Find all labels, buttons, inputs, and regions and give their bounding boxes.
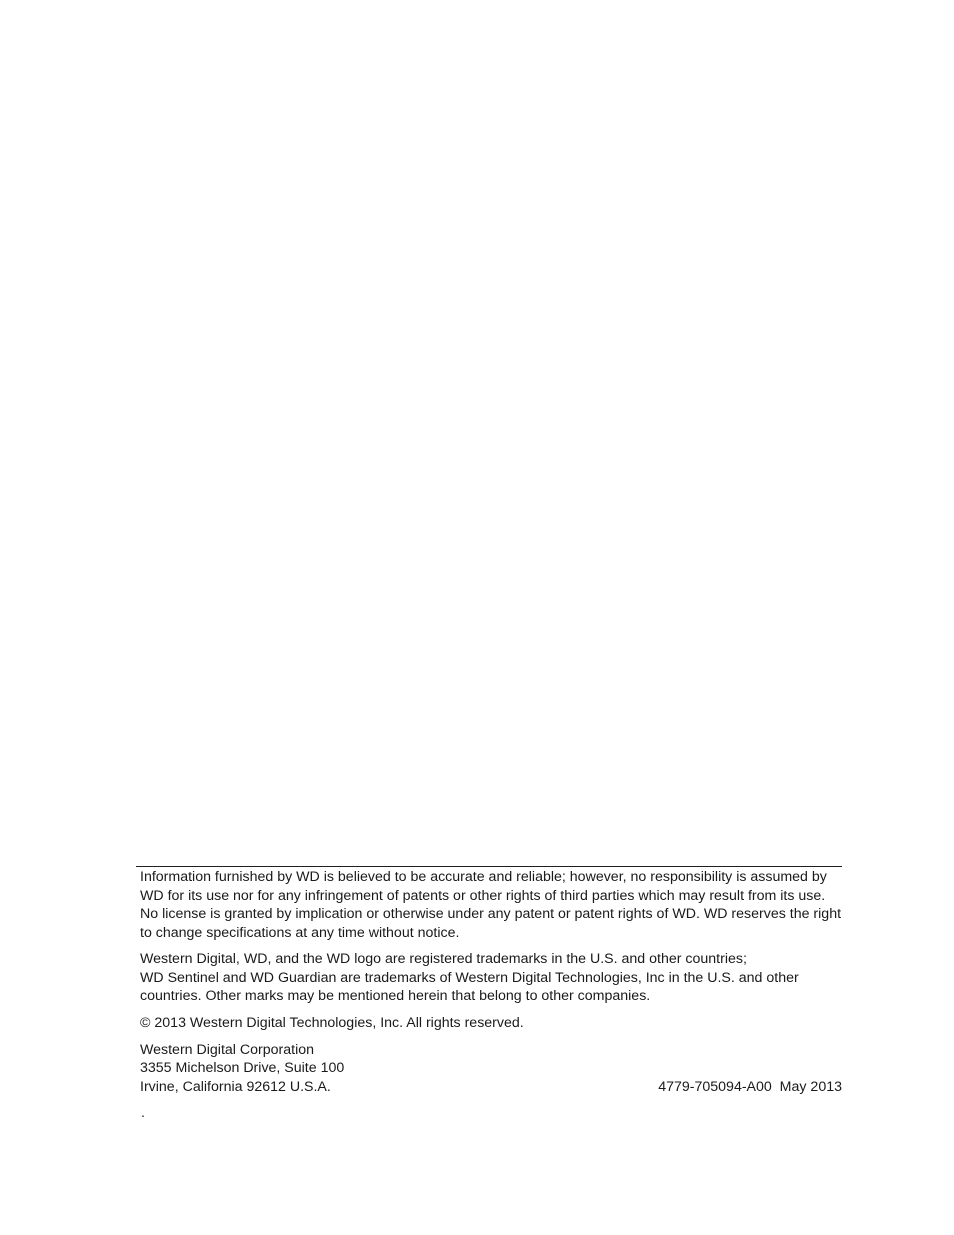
trademarks-line-2: WD Sentinel and WD Guardian are trademarks of Western Digital Technologies, Inc in the U.S. and other countries. Other marks may be mentioned herein that belong to other companies. <box>140 969 799 1005</box>
address-street: 3355 Michelson Drive, Suite 100 <box>140 1060 345 1077</box>
trademarks-paragraph <box>140 950 842 1006</box>
copyright-notice: © 2013 Western Digital Technologies, Inc. All rights reserved. <box>140 1014 524 1031</box>
disclaimer-paragraph: Information furnished by WD is believed to be accurate and reliable; however, no responsibility is assumed by WD for its use nor for any infringement of patents or other rights of third parties which may result from its use. No license is granted by implication or otherwise under any patent or patent rights of WD. WD reserves the right to change specifications at any time without notice. <box>140 869 842 942</box>
legal-notice-block <box>136 866 842 1097</box>
divider-rule <box>136 866 842 867</box>
address-city: Irvine, California 92612 U.S.A. <box>140 1079 331 1096</box>
address-company: Western Digital Corporation <box>140 1041 315 1058</box>
trademarks-line-1: Western Digital, WD, and the WD logo are registered trademarks in the U.S. and other countries; <box>140 950 747 967</box>
trailing-mark: . <box>141 1104 145 1120</box>
company-address <box>140 1041 842 1097</box>
legal-notice-content <box>136 868 842 1097</box>
document-number: 4779-705094-A00 May 2013 <box>658 1079 842 1096</box>
